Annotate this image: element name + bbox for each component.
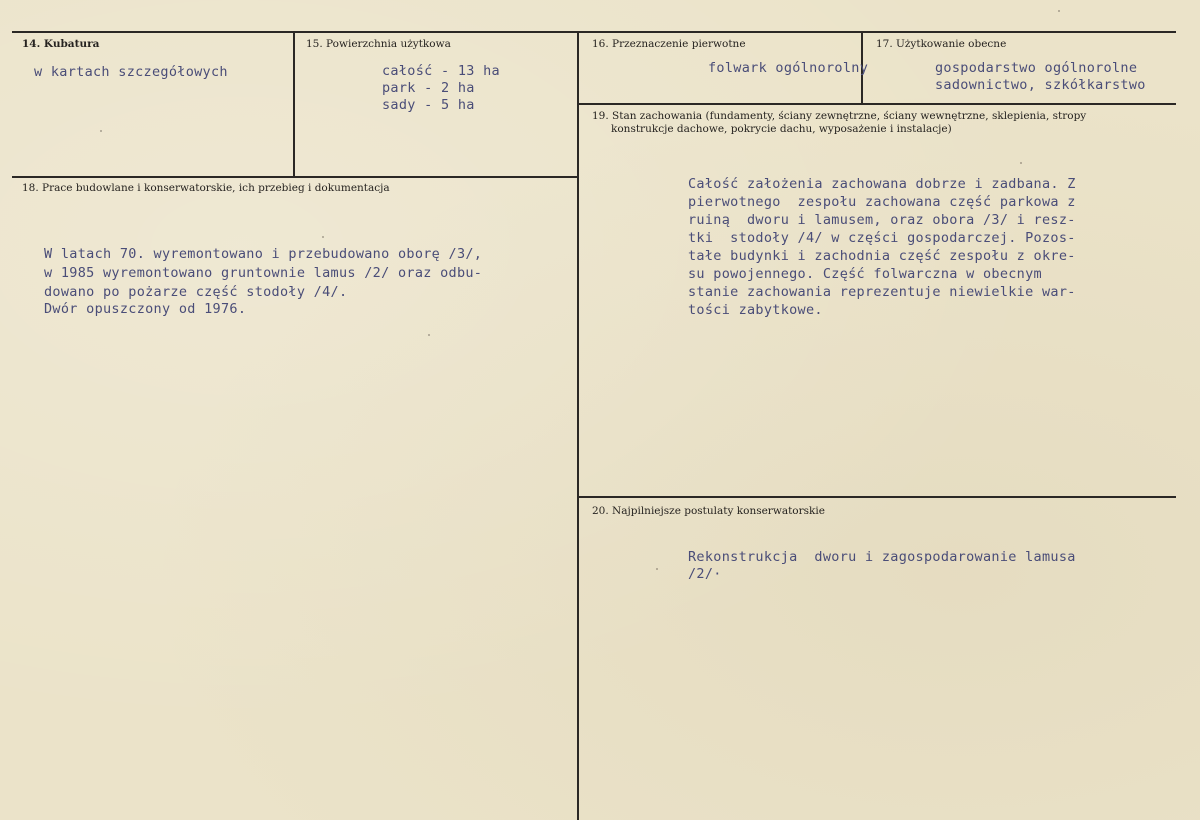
field-15-line-1: całość - 13 ha xyxy=(382,63,500,79)
field-18-label: 18. Prace budowlane i konserwatorskie, ich przebieg i dokumentacja xyxy=(22,182,390,194)
main-vertical-divider xyxy=(577,33,579,820)
field-15-label: 15. Powierzchnia użytkowa xyxy=(306,38,451,50)
divider-14-15 xyxy=(293,33,295,177)
field-16-label: 16. Przeznaczenie pierwotne xyxy=(592,38,746,50)
field-19-line-4: tki stodoły /4/ w części gospodarczej. Pozos- xyxy=(688,230,1076,246)
paper-speck xyxy=(656,568,658,570)
field-18-line-2: w 1985 wyremontowano gruntownie lamus /2/ oraz odbu- xyxy=(44,265,483,281)
field-19-line-6: su powojennego. Część folwarczna w obecnym xyxy=(688,266,1042,282)
paper-speck xyxy=(322,236,324,238)
field-18-line-1: W latach 70. wyremontowano i przebudowano oborę /3/, xyxy=(44,246,483,262)
paper-speck xyxy=(1020,162,1022,164)
field-19-line-5: tałe budynki i zachodnia część zespołu z okre- xyxy=(688,248,1076,264)
row-divider-right-top xyxy=(578,103,1176,105)
field-17-line-1: gospodarstwo ogólnorolne xyxy=(935,60,1138,76)
field-20-line-2: /2/· xyxy=(688,566,722,582)
field-17-line-2: sadownictwo, szkółkarstwo xyxy=(935,77,1146,93)
top-border-line xyxy=(12,31,1176,33)
paper-speck xyxy=(1058,10,1060,12)
field-20-line-1: Rekonstrukcja dworu i zagospodarowanie lamusa xyxy=(688,549,1076,565)
field-18-line-4: Dwór opuszczony od 1976. xyxy=(44,301,247,317)
field-19-line-2: pierwotnego zespołu zachowana część parkowa z xyxy=(688,194,1076,210)
field-19-line-7: stanie zachowania reprezentuje niewielkie war- xyxy=(688,284,1076,300)
field-20-label: 20. Najpilniejsze postulaty konserwatorskie xyxy=(592,505,825,517)
paper-speck xyxy=(428,334,430,336)
field-19-line-8: tości zabytkowe. xyxy=(688,302,823,318)
row-divider-right-bottom xyxy=(578,496,1176,498)
field-19-line-3: ruiną dworu i lamusem, oraz obora /3/ i resz- xyxy=(688,212,1076,228)
field-14-value: w kartach szczegółowych xyxy=(34,64,228,80)
field-14-label: 14. Kubatura xyxy=(22,38,100,50)
field-19-line-1: Całość założenia zachowana dobrze i zadbana. Z xyxy=(688,176,1076,192)
field-16-value: folwark ogólnorolny xyxy=(708,60,869,76)
field-19-label-line-1: 19. Stan zachowania (fundamenty, ściany zewnętrzne, ściany wewnętrzne, sklepienia, stropy xyxy=(592,110,1087,122)
field-19-label-line-2: konstrukcje dachowe, pokrycie dachu, wyposażenie i instalacje) xyxy=(611,123,952,135)
paper-speck xyxy=(100,130,102,132)
field-18-line-3: dowano po pożarze część stodoły /4/. xyxy=(44,284,348,300)
field-15-line-3: sady - 5 ha xyxy=(382,97,475,113)
field-15-line-2: park - 2 ha xyxy=(382,80,475,96)
field-17-label: 17. Użytkowanie obecne xyxy=(876,38,1007,50)
row-divider-left xyxy=(12,176,578,178)
